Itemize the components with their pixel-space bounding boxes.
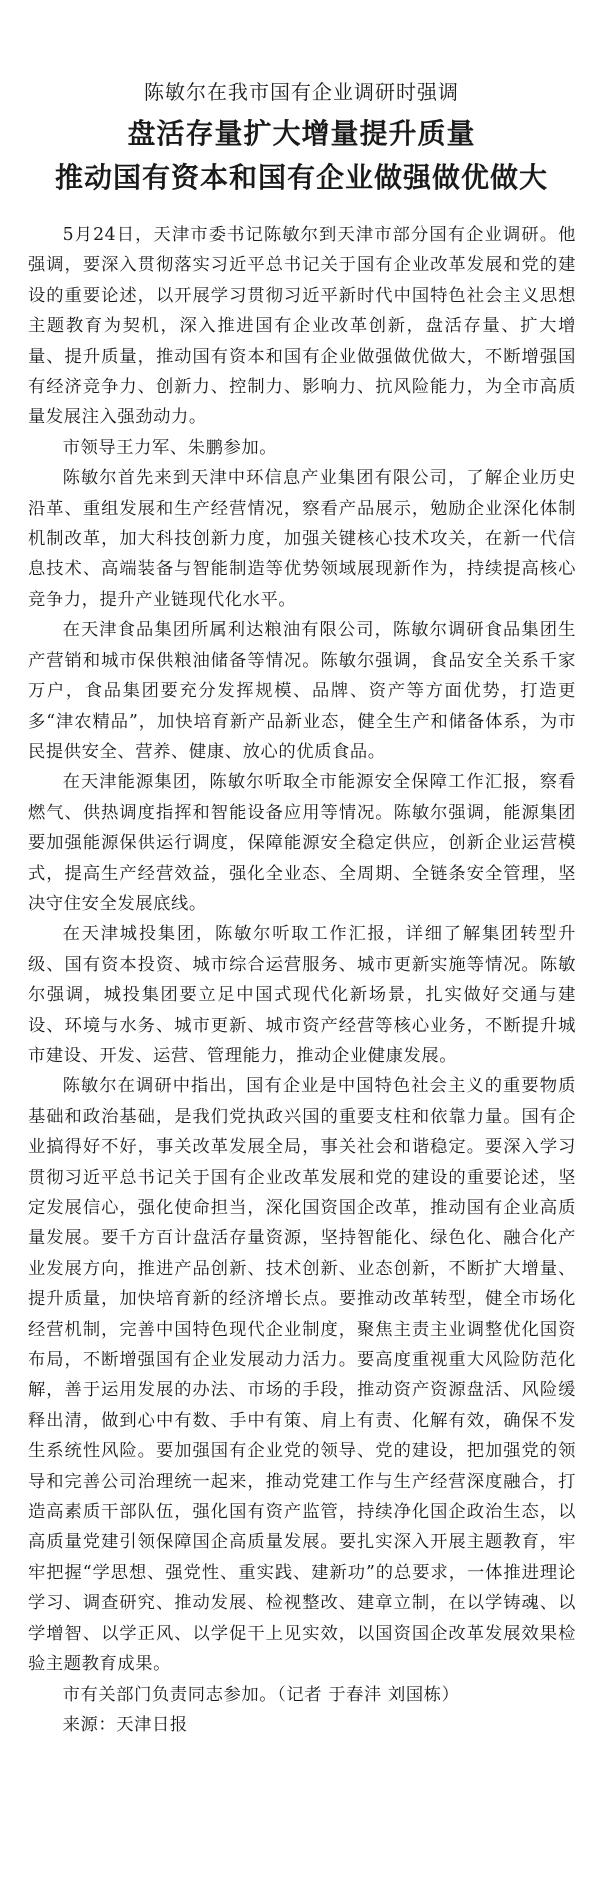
article-kicker: 陈敏尔在我市国有企业调研时强调 xyxy=(144,80,459,104)
article-paragraph: 在天津城投集团，陈敏尔听取工作汇报，详细了解集团转型升级、国有资本投资、城市综合运营服务、城市更新实施等情况。陈敏尔强调，城投集团要立足中国式现代化新场景，扎实做好交通与建设、环境与水务、城市更新、城市资产经营等核心业务，不断提升城市建设、开发、运营、管理能力，推动企业健康发展。 xyxy=(28,924,576,1066)
article-paragraph: 陈敏尔首先来到天津中环信息产业集团有限公司，了解企业历史沿革、重组发展和生产经营情况，察看产品展示，勉励企业深化体制机制改革，加大科技创新力度，加强关键核心技术攻关，在新一代信息技术、高端装备与智能制造等优势领域展现新作为，持续提高核心竞争力，提升产业链现代化水平。 xyxy=(28,468,576,610)
article-source: 来源：天津日报 xyxy=(62,1714,188,1735)
article-paragraph: 5月24日，天津市委书记陈敏尔到天津市部分国有企业调研。他强调，要深入贯彻落实习近平总书记关于国有企业改革发展和党的建设的重要论述，以开展学习贯彻习近平新时代中国特色社会主义思想主题教育为契机，深入推进国有企业改革创新，盘活存量、扩大增量、提升质量，推动国有资本和国有企业做强做优做大，不断增强国有经济竞争力、创新力、控制力、影响力、抗风险能力，为全市高质量发展注入强劲动力。 xyxy=(28,225,576,428)
article-paragraph: 市领导王力军、朱鹏参加。 xyxy=(62,437,278,458)
article-paragraph: 在天津能源集团，陈敏尔听取全市能源安全保障工作汇报，察看燃气、供热调度指挥和智能设备应用等情况。陈敏尔强调，能源集团要加强能源保供运行调度，保障能源安全稳定供应，创新企业运营模式，提高生产经营效益，强化全业态、全周期、全链条安全管理，坚决守住安全发展底线。 xyxy=(28,772,576,914)
article-paragraph: 陈敏尔在调研中指出，国有企业是中国特色社会主义的重要物质基础和政治基础，是我们党执政兴国的重要支柱和依靠力量。国有企业搞得好不好，事关改革发展全局，事关社会和谐稳定。要深入学习贯彻习近平总书记关于国有企业改革发展和党的建设的重要论述，坚定发展信心，强化使命担当，深化国资国企改革，推动国有企业高质量发展。要千方百计盘活存量资源，坚持智能化、绿色化、融合化产业发展方向，推进产品创新、技术创新、业态创新，不断扩大增量、提升质量，加快培育新的经济增长点。要推动改革转型，健全市场化经营机制，完善中国特色现代企业制度，聚焦主责主业调整优化国资布局，不断增强国有企业发展动力活力。要高度重视重大风险防范化解，善于运用发展的办法、市场的手段，推动资产资源盘活、风险缓释出清，做到心中有数、手中有策、肩上有责、化解有效，确保不发生系统性风险。要加强国有企业党的领导、党的建设，把加强党的领导和完善公司治理统一起来，推动党建工作与生产经营深度融合，打造高素质干部队伍，强化国有资产监管，持续净化国企政治生态，以高质量党建引领保障国企高质量发展。要扎实深入开展主题教育，牢牢把握“学思想、强党性、重实践、建新功”的总要求，一体推进理论学习、调查研究、推动发展、检视整改、建章立制，在以学铸魂、以学增智、以学正风、以学促干上见实效，以国资国企改革发展效果检验主题教育成果。 xyxy=(28,1076,576,1675)
article-headline-line-1: 盘活存量扩大增量提升质量 xyxy=(127,117,476,150)
article-signoff: 市有关部门负责同志参加。（记者 于春沣 刘国栋） xyxy=(62,1684,460,1705)
article-paragraph: 在天津食品集团所属利达粮油有限公司，陈敏尔调研食品集团生产营销和城市保供粮油储备等情况。陈敏尔强调，食品安全关系千家万户，食品集团要充分发挥规模、品牌、资产等方面优势，打造更多“津农精品”，加快培育新产品新业态，健全生产和储备体系，为市民提供安全、营养、健康、放心的优质食品。 xyxy=(28,620,576,762)
article-headline-line-2: 推动国有资本和国有企业做强做优做大 xyxy=(54,161,548,194)
article-body xyxy=(28,220,576,1740)
